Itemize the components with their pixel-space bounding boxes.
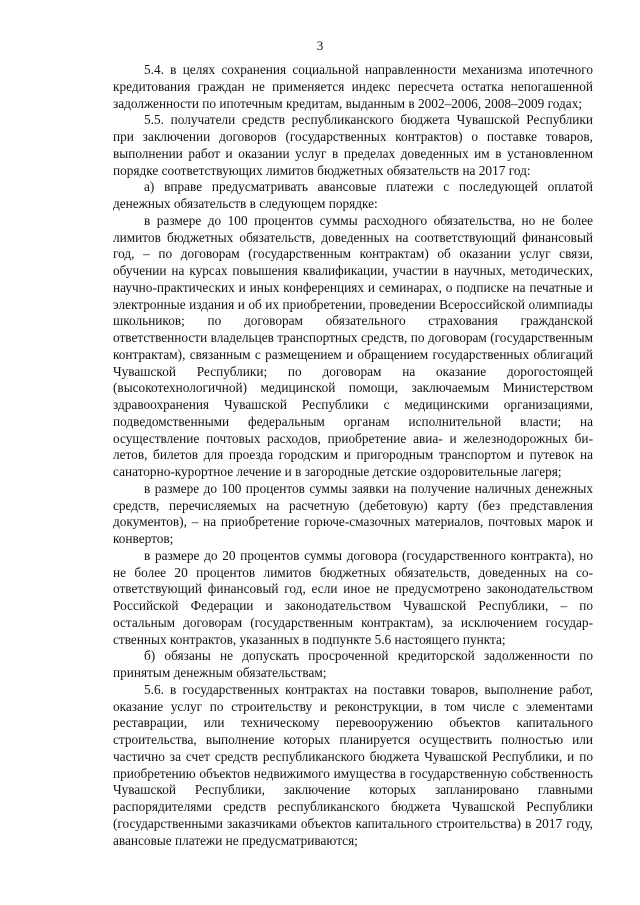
paragraph-5-4: 5.4. в целях сохранения социальной направленности механизма ипотечного кредитования граждан не применяется индекс пересчета остатка непогашенной задолженности по ипотечным кредитам, выданным в 2002–2006, 2008–2009 годах;	[113, 62, 593, 111]
paragraph-advance-100-percent-cash: в размере до 100 процентов суммы заявки на получение наличных денежных средств, перечисляемых на расчетную (дебетовую) карту (без представления документов), – на приобретение горюче-смазочных материалов, почтовых марок и конвертов;	[113, 480, 593, 546]
paragraph-5-6: 5.6. в государственных контрактах на поставки товаров, выполнение работ, оказание услуг по строительству и реконструкции, в том числе с элементами реставрации, или техническому перевооружению объектов капитального строительства, выполнение которых планируется осуществить полностью или частично за счет средств республиканского бюджета Чувашской Республики, и по приобретению объектов недвижимого имущества в государственную собственность Чувашской Республики, заключение которых запланировано главными распорядителями средств республиканского бюджета Чувашской Республики (государственными заказчиками объектов капитального строительства) в 2017 году, авансовые платежи не предусматриваются;	[113, 681, 593, 848]
paragraph-5-5: 5.5. получатели средств республиканского бюджета Чувашской Республики при заключении договоров (государственных контрактов) о поставке товаров, выполнении работ и оказании услуг в пределах доведенных им в установленном порядке соответствующих лимитов бюджетных обязательств на 2017 год:	[113, 112, 593, 178]
page-number: 3	[316, 38, 324, 53]
paragraph-advance-100-percent-obligation: в размере до 100 процентов суммы расходного обязательства, но не более лимитов бюджетных обязательств, доведенных на соответствующий финансовый год, – по договорам (государственным контрактам) об оказании услуг связи, обучении на курсах повышения квалификации, участии в научных, методических, научно-практических и иных конференциях и семинарах, о подписке на печатные и электронные издания и об их приобретении, проведении Всероссийской олимпиады школьников; по договорам обязательного страхования гражданской ответственности владельцев транспортных средств, по договорам (государственным контрактам), связанным с размещением и обращением государственных облигаций Чувашской Республики; по договорам на оказание дорогостоящей (высокотехнологичной) медицинской помощи, заключаемым Министерством здравоохранения Чувашской Республики с медицинскими организациями, подведомственными федеральным органам исполнительной власти; на осуществление почтовых расходов, приобретение авиа- и железнодорожных билетов, билетов для проезда городским и пригородным транспортом и путевок на санаторно-курортное лечение и в загородные детские оздоровительные лагеря;	[113, 212, 593, 479]
paragraph-5-5-a: а) вправе предусматривать авансовые платежи с последующей оплатой денежных обязательств в следующем порядке:	[113, 179, 593, 211]
paragraph-advance-20-percent: в размере до 20 процентов суммы договора (государственного контракта), но не более 20 процентов лимитов бюджетных обязательств, доведенных на соответствующий финансовый год, если иное не предусмотрено законодательством Российской Федерации и законодательством Чувашской Республики, – по остальным договорам (государственным контрактам), за исключением государственных контрактов, указанных в подпункте 5.6 настоящего пункта;	[113, 547, 593, 647]
document-body	[113, 62, 593, 849]
paragraph-5-5-b: б) обязаны не допускать просроченной кредиторской задолженности по принятым денежным обязательствам;	[113, 648, 593, 680]
